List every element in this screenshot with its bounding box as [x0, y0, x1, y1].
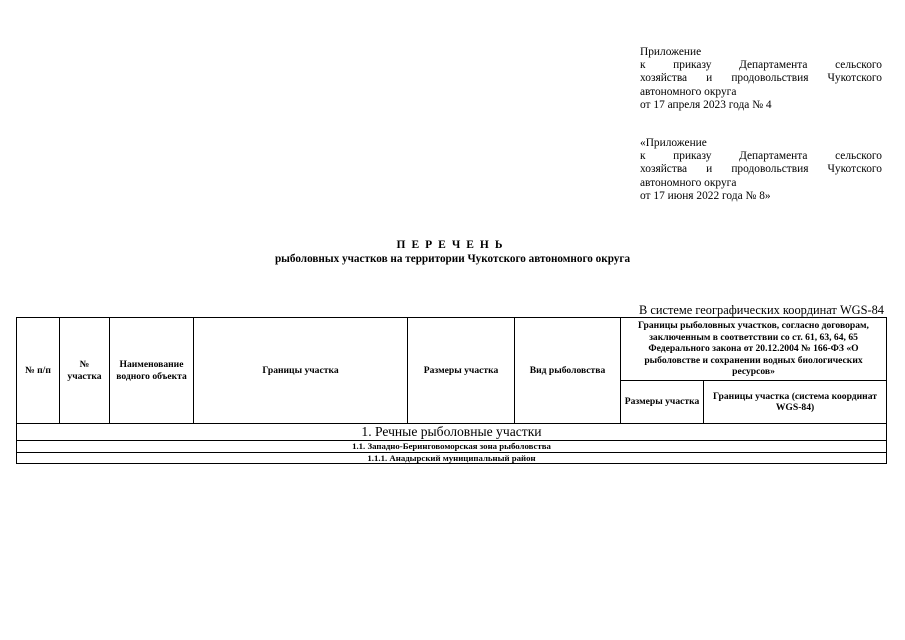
header-contract-boundaries-group: Границы рыболовных участков, согласно договорам, заключенным в соответствии со ст. 61, 63, 64, 65 Федерального закона от 20.12.2004 № 166-ФЗ «О рыболовстве и сохранении водных биологических ресурсов»: [621, 318, 887, 381]
document-subtitle: рыболовных участков на территории Чукотского автономного округа: [274, 253, 631, 265]
section-heading-river-plots: 1. Речные рыболовные участки: [17, 424, 887, 441]
appendix-department-line: хозяйства и продовольствия Чукотского: [640, 163, 882, 176]
appendix-label: «Приложение: [640, 137, 707, 149]
appendix-header-previous: [640, 137, 882, 203]
appendix-region-line: автономного округа: [640, 176, 737, 189]
appendix-date-line: от 17 июня 2022 года № 8»: [640, 189, 771, 202]
appendix-date-line: от 17 апреля 2023 года № 4: [640, 98, 772, 111]
document-title: ПЕРЕЧЕНЬ: [396, 239, 509, 251]
header-fishing-type: Вид рыболовства: [515, 318, 621, 424]
appendix-label: Приложение: [640, 46, 702, 58]
header-plot-boundaries: Границы участка: [194, 318, 408, 424]
header-contract-boundaries: Границы участка (система координат WGS-84): [704, 381, 887, 424]
appendix-header-current: [640, 46, 882, 112]
header-plot-size: Размеры участка: [408, 318, 515, 424]
fishing-plots-table: [16, 317, 887, 464]
header-contract-size: Размеры участка: [621, 381, 704, 424]
coordinate-system-note: В системе географических координат WGS-84: [639, 303, 884, 317]
district-heading: 1.1.1. Анадырский муниципальный район: [17, 452, 887, 464]
appendix-region-line: автономного округа: [640, 85, 737, 98]
zone-heading: 1.1. Западно-Беринговоморская зона рыболовства: [17, 441, 887, 453]
appendix-order-line: к приказу Департамента сельского: [640, 150, 882, 163]
header-row-number: № п/п: [17, 318, 60, 424]
header-water-body: Наименование водного объекта: [110, 318, 194, 424]
header-plot-number: № участка: [60, 318, 110, 424]
appendix-order-line: к приказу Департамента сельского: [640, 59, 882, 72]
appendix-department-line: хозяйства и продовольствия Чукотского: [640, 72, 882, 85]
